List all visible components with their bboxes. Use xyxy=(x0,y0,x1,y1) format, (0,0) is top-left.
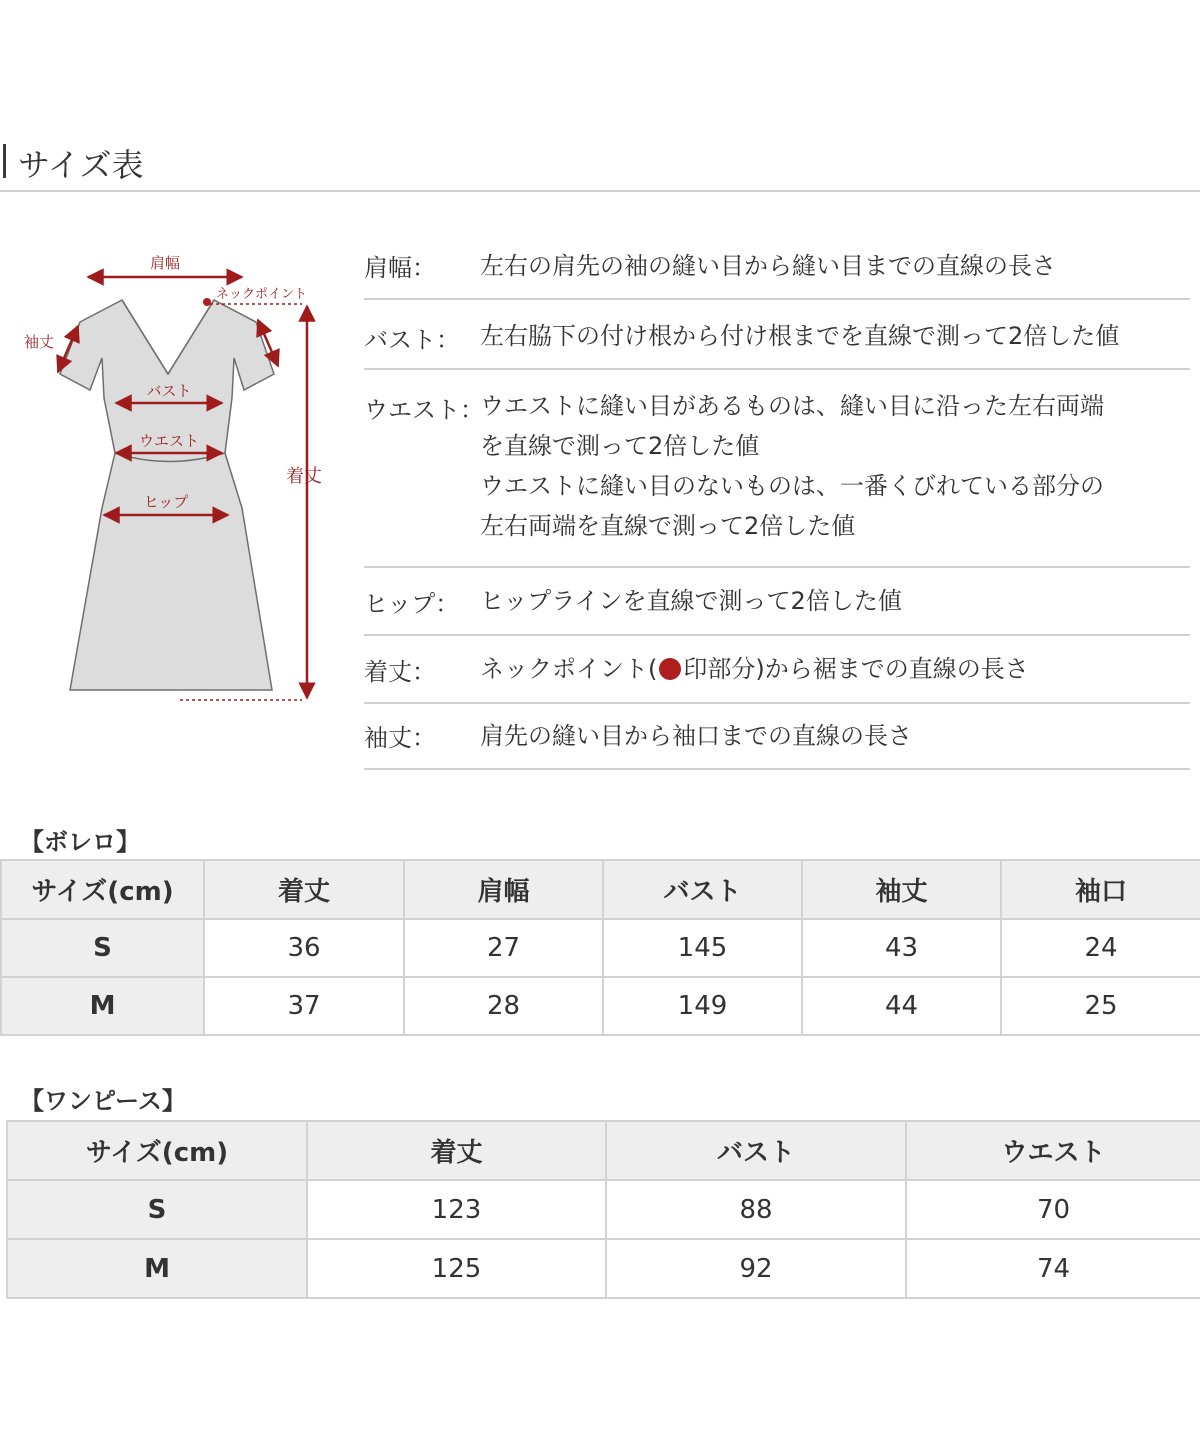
table-cell: 145 xyxy=(603,919,802,977)
size-cell: S xyxy=(1,919,204,977)
neck-point-marker-icon xyxy=(659,658,681,680)
column-header: ウエスト xyxy=(906,1121,1200,1180)
definition-line: 左右両端を直線で測って2倍した値 xyxy=(480,512,856,540)
table-cell: 149 xyxy=(603,977,802,1035)
label-shoulder: 肩幅 xyxy=(149,254,181,272)
size-cell: M xyxy=(1,977,204,1035)
definition-text xyxy=(480,716,912,756)
definition-line: ウエストに縫い目があるものは、縫い目に沿った左右両端 xyxy=(480,392,1104,420)
definition-line: ヒップラインを直線で測って2倍した値 xyxy=(480,587,902,615)
label-length: 着丈 xyxy=(286,466,322,487)
table-row xyxy=(7,1180,1200,1239)
bolero-size-table xyxy=(0,859,1200,1036)
onepiece-section-label: 【ワンピース】 xyxy=(20,1087,186,1115)
table-cell: 74 xyxy=(906,1239,1200,1298)
label-waist: ウエスト xyxy=(138,432,200,450)
definition-line: 左右の肩先の袖の縫い目から縫い目までの直線の長さ xyxy=(480,252,1056,280)
label-sleeve: 袖丈 xyxy=(24,333,55,351)
table-cell: 37 xyxy=(204,977,404,1035)
column-header: 肩幅 xyxy=(404,860,603,919)
table-cell: 36 xyxy=(204,919,404,977)
definition-text-part: 印部分)から裾までの直線の長さ xyxy=(683,655,1029,683)
definition-term: 袖丈： xyxy=(364,724,436,752)
onepiece-size-table xyxy=(6,1120,1200,1299)
column-header: 着丈 xyxy=(204,860,404,919)
definition-line: 肩先の縫い目から袖口までの直線の長さ xyxy=(480,722,912,750)
bolero-section-label: 【ボレロ】 xyxy=(20,828,140,856)
definition-term: 肩幅： xyxy=(364,254,436,282)
size-cell: S xyxy=(7,1180,307,1239)
definition-text xyxy=(480,386,1104,546)
definition-row-length xyxy=(364,636,1190,704)
table-cell: 28 xyxy=(404,977,603,1035)
table-cell: 27 xyxy=(404,919,603,977)
measurement-definitions xyxy=(364,234,1190,770)
definition-row-hip xyxy=(364,568,1190,636)
definition-text xyxy=(480,649,1029,689)
definition-row-waist xyxy=(364,370,1190,568)
page-title xyxy=(0,138,1200,192)
table-row xyxy=(7,1239,1200,1298)
definition-line: を直線で測って2倍した値 xyxy=(480,432,760,460)
definition-line: ウエストに縫い目のないものは、一番くびれている部分の xyxy=(480,472,1104,500)
measurement-diagram xyxy=(20,248,340,718)
size-cell: M xyxy=(7,1239,307,1298)
table-cell: 123 xyxy=(307,1180,606,1239)
definition-term: バスト： xyxy=(364,326,460,354)
definition-term: 着丈： xyxy=(364,658,436,686)
definition-row-sleeve xyxy=(364,704,1190,770)
table-header-row xyxy=(7,1121,1200,1180)
definition-text xyxy=(480,581,902,621)
column-header: サイズ(cm) xyxy=(7,1121,307,1180)
definition-row-shoulder xyxy=(364,234,1190,300)
definition-text xyxy=(480,316,1119,356)
dress-illustration xyxy=(20,248,340,718)
table-cell: 125 xyxy=(307,1239,606,1298)
definition-term: ウエスト： xyxy=(364,396,484,424)
label-hip: ヒップ xyxy=(143,493,189,511)
table-row xyxy=(1,977,1200,1035)
table-header-row xyxy=(1,860,1200,919)
column-header: バスト xyxy=(603,860,802,919)
column-header: 袖口 xyxy=(1001,860,1200,919)
label-neck-point: ネックポイント xyxy=(216,287,308,302)
neck-point-dot xyxy=(203,298,211,306)
table-cell: 25 xyxy=(1001,977,1200,1035)
title-accent-bar xyxy=(3,144,6,178)
definition-text xyxy=(480,246,1056,286)
column-header: 袖丈 xyxy=(802,860,1001,919)
definition-line: 左右脇下の付け根から付け根までを直線で測って2倍した値 xyxy=(480,322,1120,350)
table-row xyxy=(1,919,1200,977)
table-cell: 44 xyxy=(802,977,1001,1035)
table-cell: 24 xyxy=(1001,919,1200,977)
definition-row-bust xyxy=(364,300,1190,370)
definition-term: ヒップ： xyxy=(364,590,460,618)
table-cell: 70 xyxy=(906,1180,1200,1239)
table-cell: 92 xyxy=(606,1239,906,1298)
table-cell: 43 xyxy=(802,919,1001,977)
label-bust: バスト xyxy=(146,382,192,400)
page-title-text: サイズ表 xyxy=(18,146,144,184)
definition-text-part: ネックポイント( xyxy=(480,655,658,683)
column-header: 着丈 xyxy=(307,1121,606,1180)
table-cell: 88 xyxy=(606,1180,906,1239)
column-header: サイズ(cm) xyxy=(1,860,204,919)
column-header: バスト xyxy=(606,1121,906,1180)
